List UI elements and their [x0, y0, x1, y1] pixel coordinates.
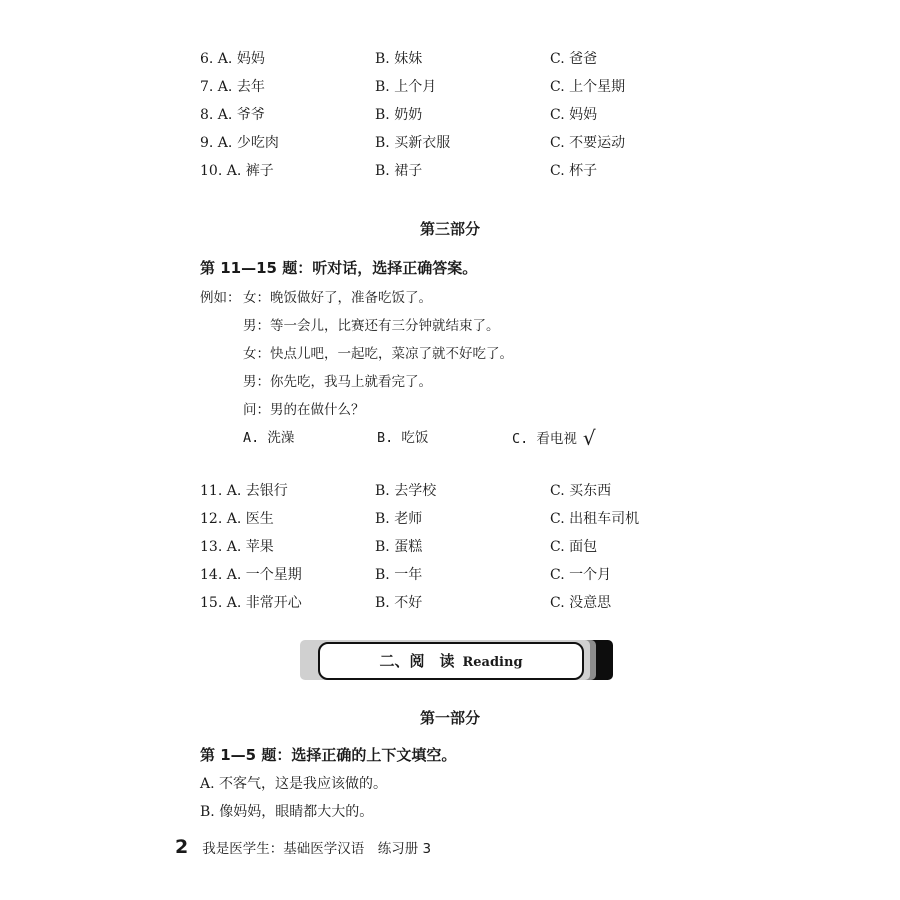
option-b: B. 老师: [375, 511, 423, 527]
option-c: C. 爸爸: [550, 51, 598, 67]
book-title: 我是医学生：基础医学汉语 练习册 3: [202, 841, 432, 857]
option-a: 6. A. 妈妈: [200, 51, 265, 67]
example-line: 男：等一会儿，比赛还有三分钟就结束了。: [243, 318, 500, 334]
banner-title-cn: 二、阅 读: [379, 652, 455, 670]
example-option-b: B. 吃饭: [377, 430, 429, 446]
option-b: B. 买新衣服: [375, 135, 451, 151]
option-b: B. 去学校: [375, 483, 437, 499]
example-option-c: [512, 426, 596, 450]
option-a: 13. A. 苹果: [200, 539, 274, 555]
option-a: 8. A. 爷爷: [200, 107, 265, 123]
reading-option: B. 像妈妈，眼睛都大大的。: [200, 804, 374, 820]
option-c: C. 没意思: [550, 595, 612, 611]
option-c: C. 买东西: [550, 483, 612, 499]
option-b: B. 妹妹: [375, 51, 423, 67]
option-b: B. 不好: [375, 595, 423, 611]
option-c: C. 一个月: [550, 567, 612, 583]
section-title: 第一部分: [419, 709, 480, 727]
option-c: C. 杯子: [550, 163, 598, 179]
instruction: 第 11—15 题：听对话，选择正确答案。: [200, 259, 478, 277]
page-number: 2: [175, 836, 189, 858]
option-a: 7. A. 去年: [200, 79, 265, 95]
option-c: C. 出租车司机: [550, 511, 640, 527]
reading-section-banner: [300, 640, 613, 680]
example-line: 女：快点儿吧，一起吃，菜凉了就不好吃了。: [243, 346, 513, 362]
option-c: C. 上个星期: [550, 79, 626, 95]
example-option-a: A. 洗澡: [243, 430, 295, 446]
option-b: B. 奶奶: [375, 107, 423, 123]
option-c: C. 妈妈: [550, 107, 598, 123]
page-footer: [175, 836, 431, 858]
example-option-c-label: C. 看电视: [512, 431, 577, 447]
example-line: 男：你先吃，我马上就看完了。: [243, 374, 432, 390]
option-a: 11. A. 去银行: [200, 483, 288, 499]
banner-title-en: Reading: [462, 655, 523, 670]
option-a: 10. A. 裤子: [200, 163, 274, 179]
banner-label: [318, 642, 584, 680]
option-a: 15. A. 非常开心: [200, 595, 302, 611]
option-a: 9. A. 少吃肉: [200, 135, 279, 151]
option-b: B. 蛋糕: [375, 539, 423, 555]
instruction: 第 1—5 题：选择正确的上下文填空。: [200, 746, 457, 764]
section-title: 第三部分: [419, 220, 480, 238]
example-line: 问：男的在做什么？: [243, 402, 365, 418]
option-b: B. 裙子: [375, 163, 423, 179]
option-c: C. 面包: [550, 539, 598, 555]
option-b: B. 上个月: [375, 79, 437, 95]
reading-option: A. 不客气，这是我应该做的。: [200, 776, 388, 792]
option-a: 12. A. 医生: [200, 511, 274, 527]
option-c: C. 不要运动: [550, 135, 626, 151]
option-b: B. 一年: [375, 567, 423, 583]
example-prefix: 例如：: [200, 290, 241, 306]
checkmark-icon: √: [582, 426, 596, 450]
option-a: 14. A. 一个星期: [200, 567, 302, 583]
example-line: 女：晚饭做好了，准备吃饭了。: [243, 290, 432, 306]
